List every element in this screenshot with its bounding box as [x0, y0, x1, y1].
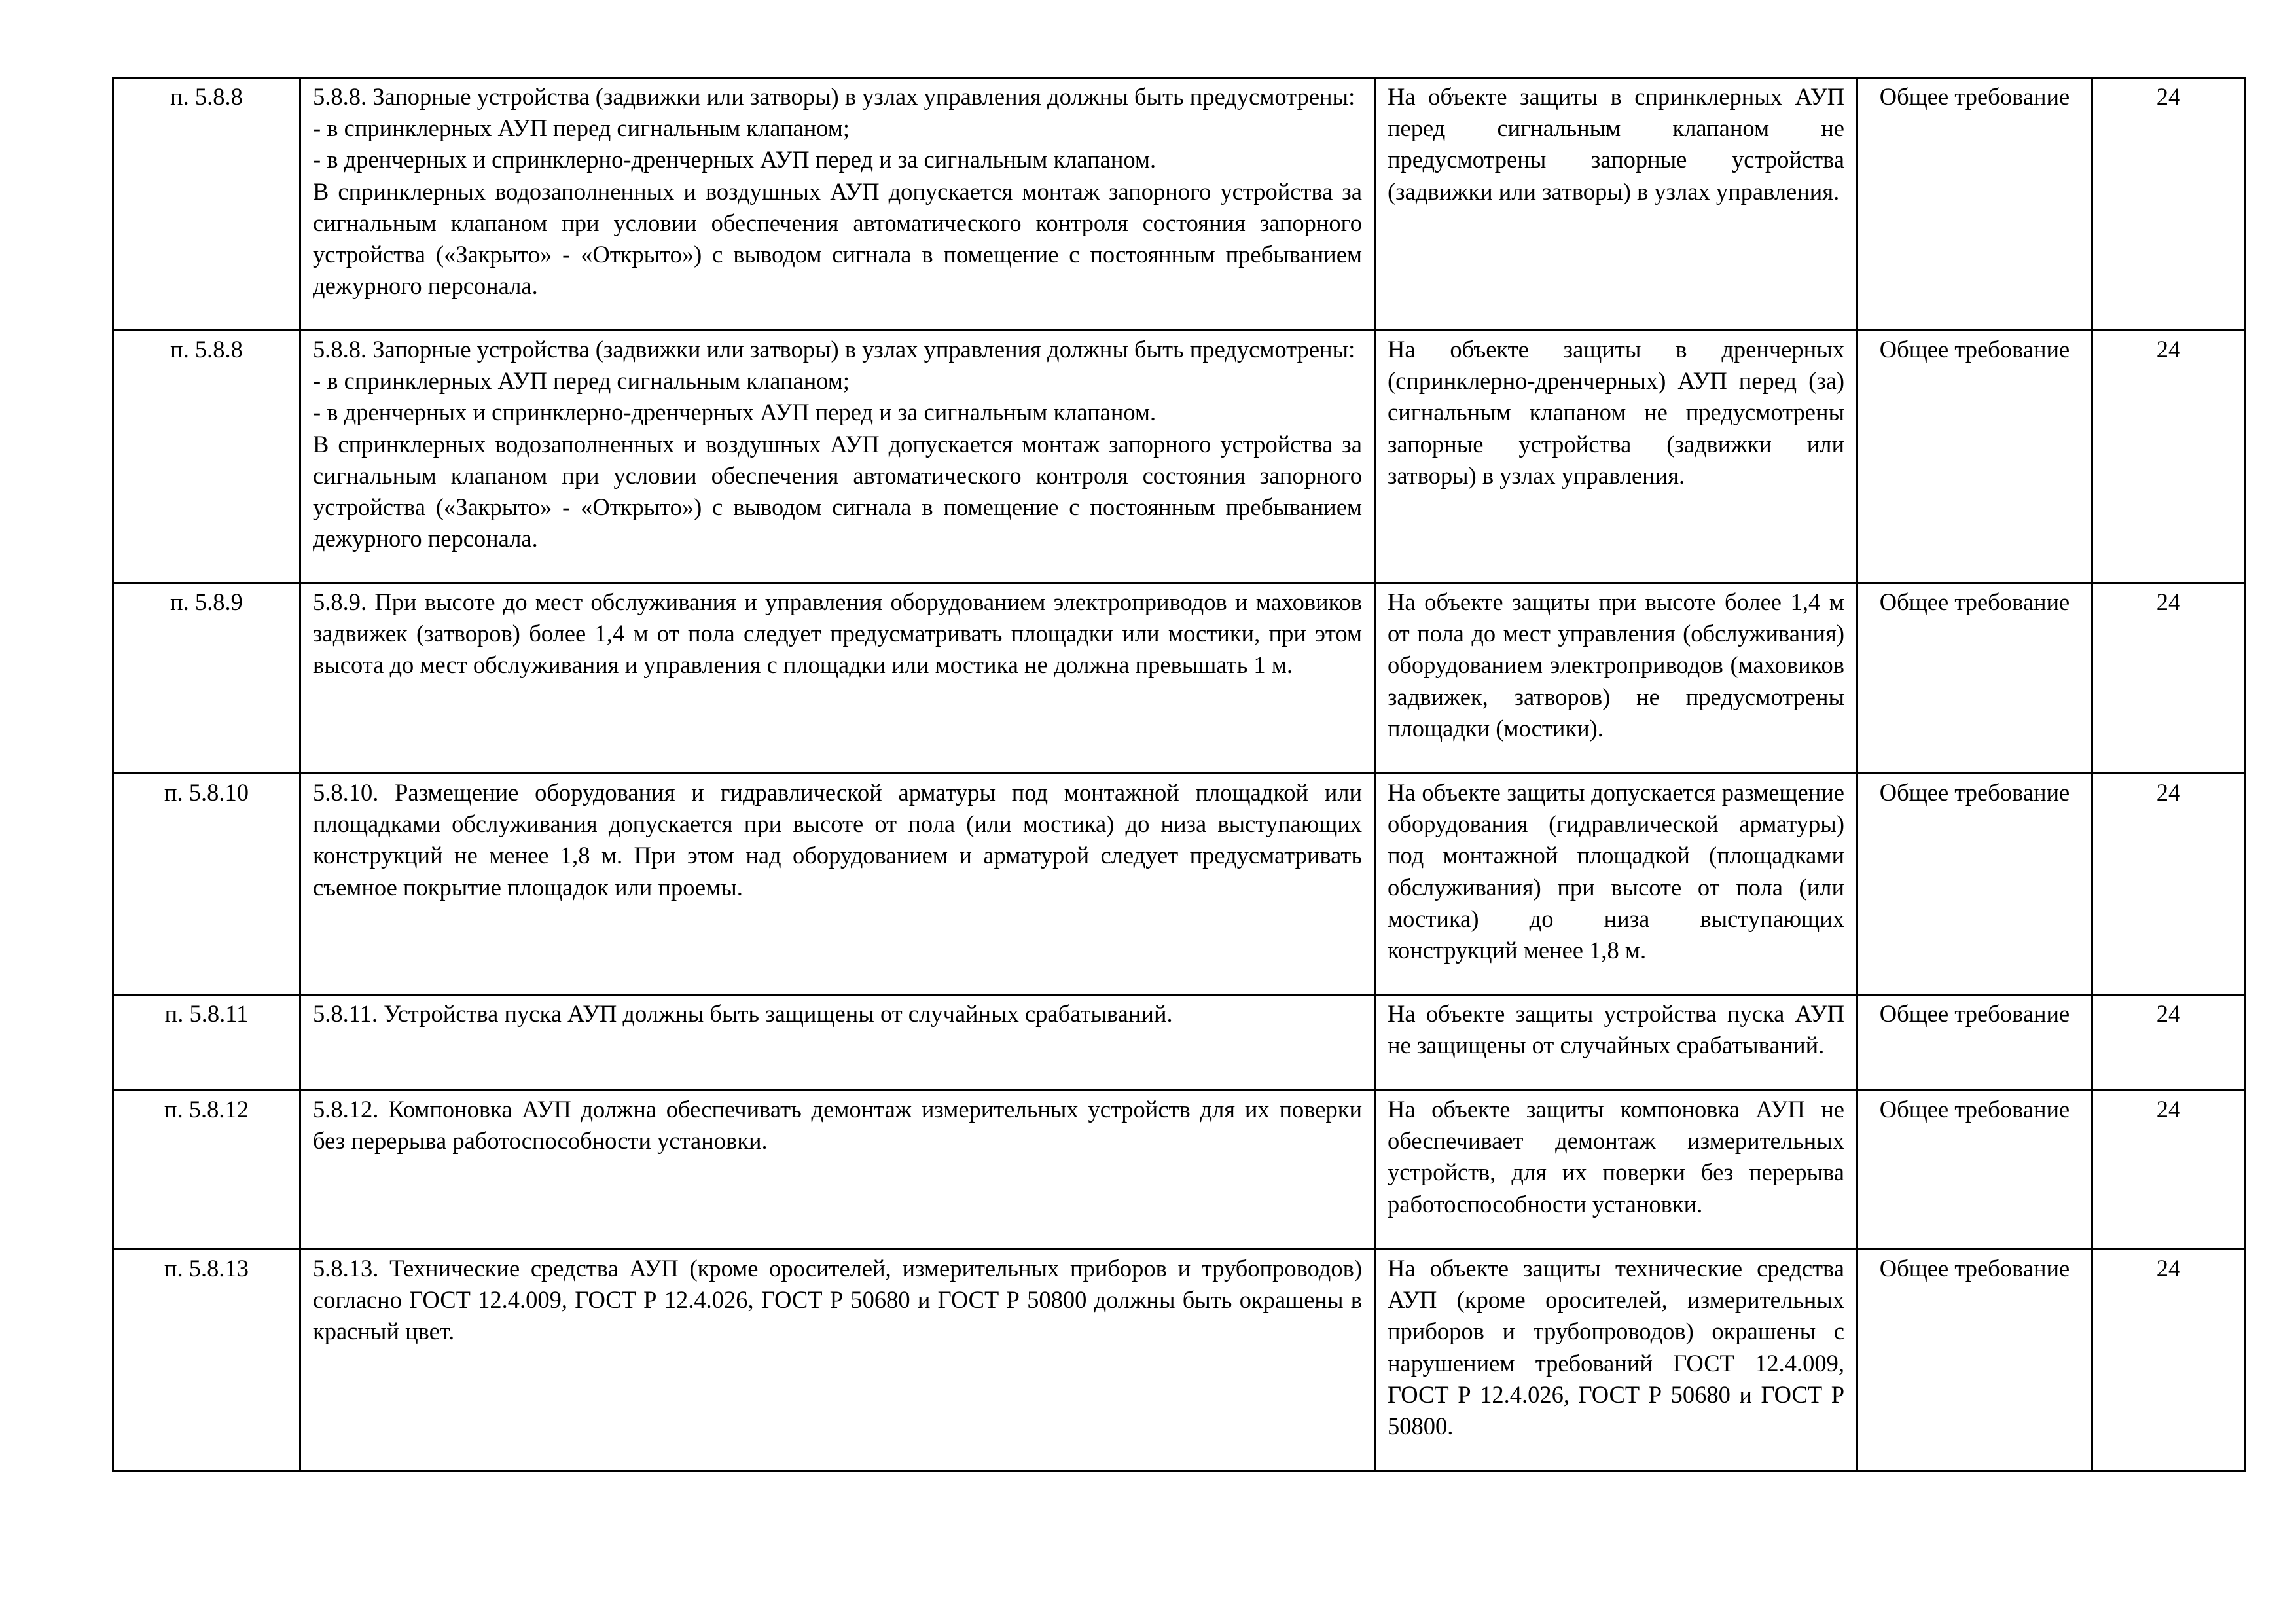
requirement-paragraph: 5.8.13. Технические средства АУП (кроме оросителей, измерительных приборов и трубопроводов) согласно ГОСТ 12.4.009, ГОСТ Р 12.4.026, ГОСТ Р 50680 и ГОСТ Р 50800 должны быть окрашены в красный цвет.: [313, 1255, 1362, 1345]
number-cell: 24: [2092, 331, 2245, 583]
clause-ref-cell: п. 5.8.11: [113, 995, 300, 1091]
violation-cell: На объекте защиты при высоте более 1,4 м от пола до мест управления (обслуживания) оборудованием электроприводов (маховиков задвижек, затворов) не предусмотрены площадки (мостики).: [1375, 583, 1857, 774]
requirement-text-cell: [300, 583, 1375, 774]
requirement-paragraph: В спринклерных водозаполненных и воздушных АУП допускается монтаж запорного устройства за сигнальным клапаном при условии обеспечения автоматического контроля состояния запорного устройства («Закрыто» - «Открыто») с выводом сигнала в помещение с постоянным пребыванием дежурного персонала.: [313, 430, 1362, 552]
table-row: [113, 774, 2245, 995]
requirement-text-cell: [300, 995, 1375, 1091]
requirement-paragraph: - в спринклерных АУП перед сигнальным клапаном;: [313, 115, 850, 142]
table-row: [113, 583, 2245, 774]
requirement-type-cell: Общее требование: [1857, 78, 2092, 331]
number-cell: 24: [2092, 1091, 2245, 1250]
requirement-type-cell: Общее требование: [1857, 331, 2092, 583]
requirement-paragraph: 5.8.8. Запорные устройства (задвижки или затворы) в узлах управления должны быть предусмотрены:: [313, 83, 1355, 110]
table-row: [113, 331, 2245, 583]
violation-cell: На объекте защиты устройства пуска АУП не защищены от случайных срабатываний.: [1375, 995, 1857, 1091]
requirement-type-cell: Общее требование: [1857, 1091, 2092, 1250]
number-cell: 24: [2092, 78, 2245, 331]
requirement-text-cell: [300, 78, 1375, 331]
number-cell: 24: [2092, 583, 2245, 774]
requirement-paragraph: - в дренчерных и спринклерно-дренчерных АУП перед и за сигнальным клапаном.: [313, 146, 1157, 173]
requirement-type-cell: Общее требование: [1857, 774, 2092, 995]
violation-cell: На объекте защиты в дренчерных (спринклерно-дренчерных) АУП перед (за) сигнальным клапаном не предусмотрены запорные устройства (задвижки или затворы) в узлах управления.: [1375, 331, 1857, 583]
number-cell: 24: [2092, 774, 2245, 995]
requirement-paragraph: 5.8.11. Устройства пуска АУП должны быть защищены от случайных срабатываний.: [313, 1000, 1173, 1027]
violation-cell: На объекте защиты компоновка АУП не обеспечивает демонтаж измерительных устройств, для их поверки без перерыва работоспособности установки.: [1375, 1091, 1857, 1250]
requirement-paragraph: 5.8.9. При высоте до мест обслуживания и управления оборудованием электроприводов и маховиков задвижек (затворов) более 1,4 м от пола следует предусматривать площадки или мостики, при этом высота до мест обслуживания и управления с площадки или мостика не должна превышать 1 м.: [313, 588, 1362, 679]
requirement-paragraph: 5.8.8. Запорные устройства (задвижки или затворы) в узлах управления должны быть предусмотрены:: [313, 336, 1355, 363]
requirement-type-cell: Общее требование: [1857, 1250, 2092, 1471]
requirement-paragraph: - в спринклерных АУП перед сигнальным клапаном;: [313, 367, 850, 395]
clause-ref-cell: п. 5.8.10: [113, 774, 300, 995]
clause-ref-cell: п. 5.8.12: [113, 1091, 300, 1250]
requirement-text-cell: [300, 1250, 1375, 1471]
requirement-text-cell: [300, 331, 1375, 583]
requirement-text-cell: [300, 774, 1375, 995]
requirement-type-cell: Общее требование: [1857, 995, 2092, 1091]
requirements-table: [112, 77, 2246, 1472]
requirement-paragraph: 5.8.10. Размещение оборудования и гидравлической арматуры под монтажной площадкой или площадками обслуживания допускается при высоте от пола (или мостика) до низа выступающих конструкций не менее 1,8 м. При этом над оборудованием и арматурой следует предусматривать съемное покрытие площадок или проемы.: [313, 779, 1362, 901]
table-row: [113, 78, 2245, 331]
number-cell: 24: [2092, 1250, 2245, 1471]
clause-ref-cell: п. 5.8.13: [113, 1250, 300, 1471]
clause-ref-cell: п. 5.8.9: [113, 583, 300, 774]
requirement-paragraph: 5.8.12. Компоновка АУП должна обеспечивать демонтаж измерительных устройств для их поверки без перерыва работоспособности установки.: [313, 1096, 1362, 1155]
table-row: [113, 1091, 2245, 1250]
violation-cell: На объекте защиты технические средства АУП (кроме оросителей, измерительных приборов и трубопроводов) окрашены с нарушением требований ГОСТ 12.4.009, ГОСТ Р 12.4.026, ГОСТ Р 50680 и ГОСТ Р 50800.: [1375, 1250, 1857, 1471]
requirement-paragraph: - в дренчерных и спринклерно-дренчерных АУП перед и за сигнальным клапаном.: [313, 399, 1157, 426]
requirement-text-cell: [300, 1091, 1375, 1250]
clause-ref-cell: п. 5.8.8: [113, 78, 300, 331]
requirement-type-cell: Общее требование: [1857, 583, 2092, 774]
table-row: [113, 995, 2245, 1091]
requirement-paragraph: В спринклерных водозаполненных и воздушных АУП допускается монтаж запорного устройства за сигнальным клапаном при условии обеспечения автоматического контроля состояния запорного устройства («Закрыто» - «Открыто») с выводом сигнала в помещение с постоянным пребыванием дежурного персонала.: [313, 177, 1362, 300]
violation-cell: На объекте защиты допускается размещение оборудования (гидравлической арматуры) под монтажной площадкой (площадками обслуживания) при высоте от пола (или мостика) до низа выступающих конструкций менее 1,8 м.: [1375, 774, 1857, 995]
table-row: [113, 1250, 2245, 1471]
number-cell: 24: [2092, 995, 2245, 1091]
violation-cell: На объекте защиты в спринклерных АУП перед сигнальным клапаном не предусмотрены запорные устройства (задвижки или затворы) в узлах управления.: [1375, 78, 1857, 331]
clause-ref-cell: п. 5.8.8: [113, 331, 300, 583]
